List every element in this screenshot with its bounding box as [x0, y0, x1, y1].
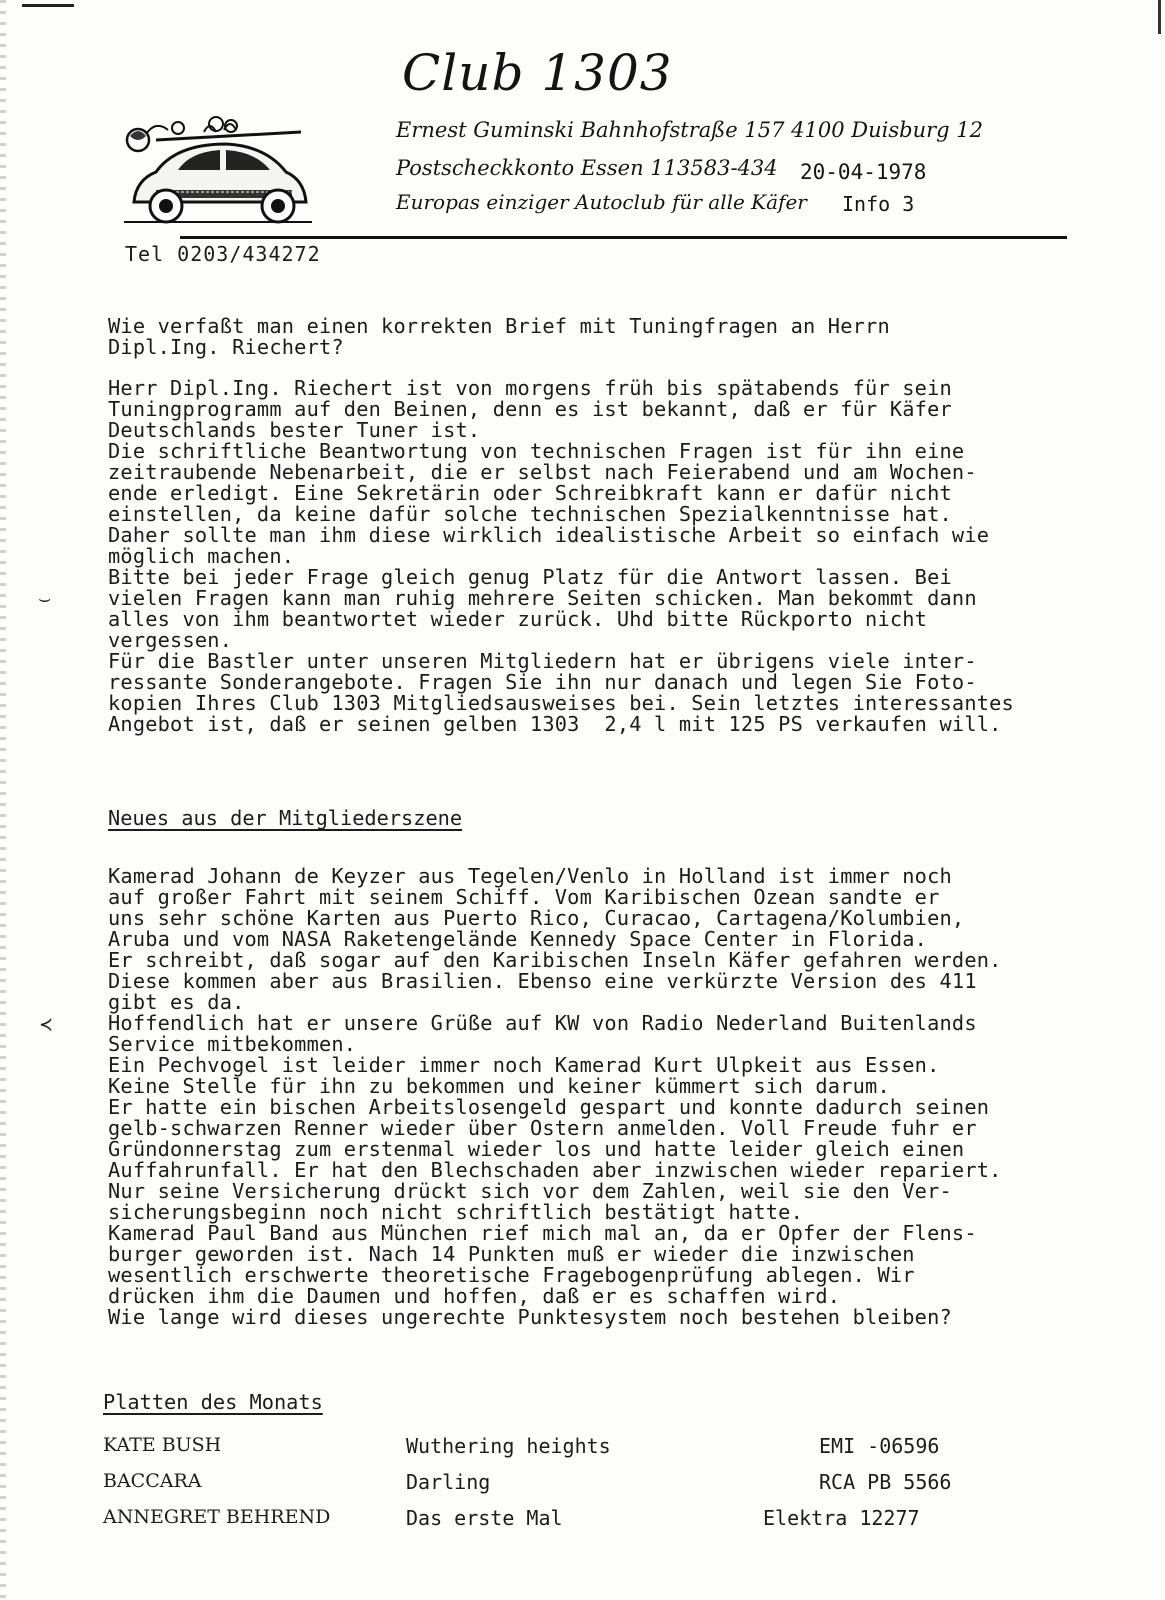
letter-date: 20-04-1978: [800, 160, 927, 184]
members-body: Kamerad Johann de Keyzer aus Tegelen/Venlo in Holland ist immer noch auf großer Fahrt mit seinem Schiff. Vom Karibischen Ozean sandte er uns sehr schöne Karten aus Puerto Rico, Curacao, Cartagena/Kolumbien, Aruba und vom NASA Raketengelände Kennedy Space Center in Florida. Er schreibt, daß sogar auf den Karibischen Inseln Käfer gefahren werden. Diese kommen aber aus Brasilien. Ebenso eine verkürzte Version des 411 gibt es da. Hoffendlich hat er unsere Grüße auf KW von Radio Nederland Buitenlands Service mitbekommen. Ein Pechvogel ist leider immer noch Kamerad Kurt Ulpkeit aus Essen. Keine Stelle für ihn zu bekommen und keiner kümmert sich darum. Er hatte ein bischen Arbeitslosengeld gespart und konnte dadurch seinen gelb-schwarzen Renner wieder über Ostern anmelden. Voll Freude fuhr er Gründonnerstag zum erstenmal wieder los und hatte leider gleich einen Auffahrunfall. Er hat den Blechschaden aber inzwischen wieder repariert. Nur seine Versicherung drückt sich vor dem Zahlen, weil sie den Ver- sicherungsbeginn noch nicht schriftlich bestätigt hatte. Kamerad Paul Band aus München rief mich mal an, da er Opfer der Flens- burger geworden ist. Nach 14 Punkten muß er wieder die inzwischen wesentlich erschwerte theoretische Fragebogenprüfung ablegen. Wir drücken ihm die Daumen und hoffen, daß er es schaffen wird. Wie lange wird dieses ungerechte Punktesystem noch bestehen bleiben?: [108, 864, 1002, 1329]
scan-corner-mark: [22, 4, 74, 7]
record-artist: BACCARA: [103, 1470, 202, 1492]
header-divider: [180, 236, 1067, 239]
record-title: Darling: [406, 1470, 491, 1494]
info-issue-number: Info 3: [842, 192, 915, 216]
beetle-car-logo: [116, 110, 316, 230]
intro-body: Herr Dipl.Ing. Riechert ist von morgens früh bis spätabends für sein Tuningprogramm auf den Beinen, denn es ist bekannt, daß er für Käfer Deutschlands bester Tuner ist. Die schriftliche Beantwortung von technischen Fragen ist für ihn eine zeitraubende Nebenarbeit, die er selbst nach Feierabend und am Wochen- ende erledigt. Eine Sekretärin oder Schreibkraft kann er dafür nicht einstellen, da keine dafür solche technischen Spezialkenntnisse hat. Daher sollte man ihm diese wirklich idealistische Arbeit so einfach wie möglich machen. Bitte bei jeder Frage gleich genug Platz für die Antwort lassen. Bei vielen Fragen kann man ruhig mehrere Seiten schicken. Man bekommt dann alles von ihm beantwortet wieder zurück. Uhd bitte Rückporto nicht vergessen. Für die Bastler unter unseren Mitgliedern hat er übrigens viele inter- ressante Sonderangebote. Fragen Sie ihn nur danach und legen Sie Foto- kopien Ihres Club 1303 Mitgliedsausweises bei. Sein letztes interessantes Angebot ist, daß er seinen gelben 1303 2,4 l mit 125 PS verkaufen will.: [108, 376, 1014, 736]
record-label-number: Elektra 12277: [763, 1506, 920, 1530]
record-title: Das erste Mal: [406, 1506, 563, 1530]
sender-address-line: Ernest Guminski Bahnhofstraße 157 4100 Duisburg 12: [396, 118, 983, 142]
postal-account-line: Postscheckkonto Essen 113583-434: [396, 156, 778, 180]
record-title: Wuthering heights: [406, 1434, 611, 1458]
record-artist: KATE BUSH: [103, 1434, 222, 1456]
margin-check-mark: ≺: [40, 1012, 53, 1036]
club-name-logo: Club 1303: [402, 44, 673, 102]
margin-check-mark: ⌣: [38, 586, 52, 610]
record-label-number: EMI -06596: [819, 1434, 940, 1458]
record-artist: ANNEGRET BEHREND: [103, 1506, 331, 1528]
club-slogan: Europas einziger Autoclub für alle Käfer: [396, 190, 807, 214]
scan-edge-artifact: [0, 0, 6, 1600]
record-row: [103, 1470, 1003, 1506]
records-list: [103, 1434, 1003, 1542]
record-row: [103, 1434, 1003, 1470]
telephone-number: Tel 0203/434272: [125, 242, 321, 266]
record-row: [103, 1506, 1003, 1542]
intro-question: Wie verfaßt man einen korrekten Brief mit Tuningfragen an Herrn Dipl.Ing. Riechert?: [108, 314, 890, 359]
members-heading: Neues aus der Mitgliederszene: [108, 806, 463, 830]
record-label-number: RCA PB 5566: [819, 1470, 952, 1494]
records-heading: Platten des Monats: [103, 1390, 323, 1414]
scan-edge-tick: [1158, 0, 1161, 34]
